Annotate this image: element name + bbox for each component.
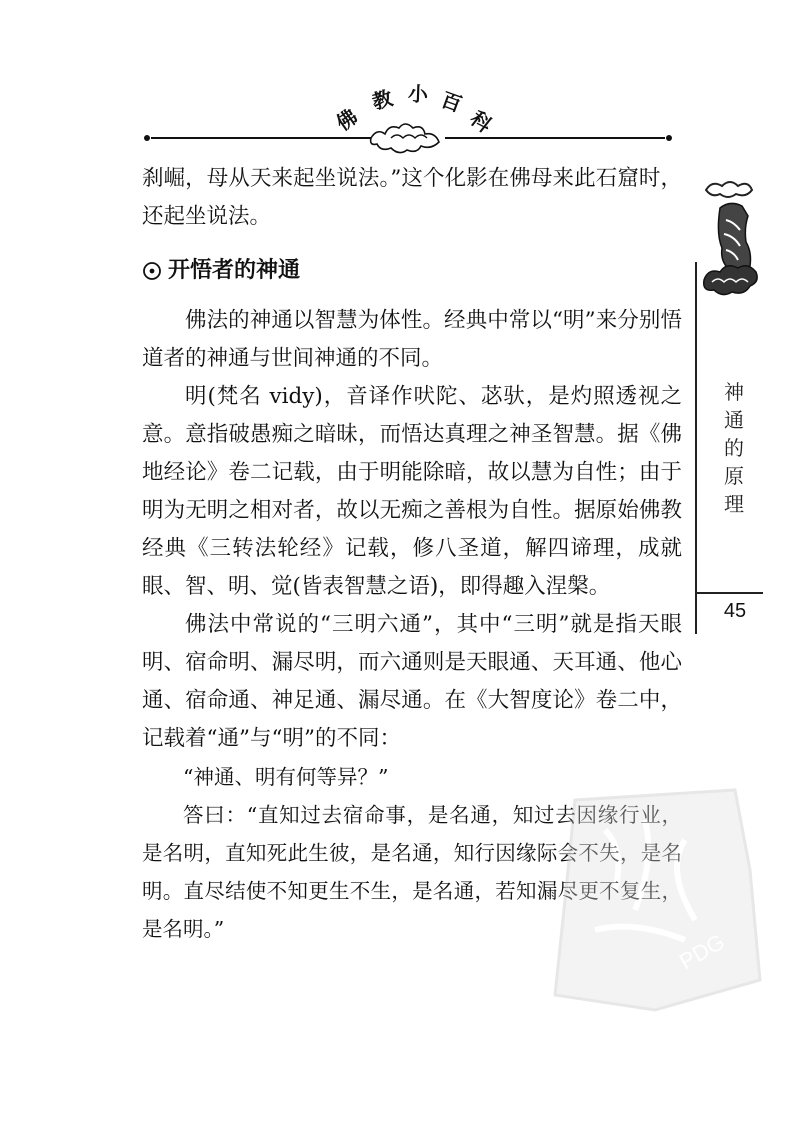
page-number: 45 (723, 600, 747, 622)
header-char: 科 (465, 106, 497, 138)
side-divider-vertical-lower (695, 592, 697, 634)
section-heading-text: 开悟者的神通 (168, 258, 301, 283)
side-title-char: 通 (724, 408, 744, 432)
header-char: 小 (407, 81, 429, 107)
paragraph: 明(梵名 vidy)，音译作吠陀、苾驮，是灼照透视之意。意指破愚痴之暗昧，而悟达真理之神圣智慧。据《佛地经论》卷二记载，由于明能除暗，故以慧为自性；由于明为无明之相对者，故以无痴之善根为自性。据原始佛教经典《三转法轮经》记载，修八圣道，解四谛理，成就眼、智、明、觉(皆表智慧之语)，即得趣入涅槃。 (142, 384, 682, 599)
paragraph: 刹崛，母从天来起坐说法。”这个化影在佛母来此石窟时，还起坐说法。 (142, 166, 682, 229)
side-title-char: 原 (724, 464, 744, 488)
quote-paragraph: 答曰：“直知过去宿命事，是名通，知过去因缘行业，是名明，直知死此生彼，是名通，知行因缘际会不失，是名明。直尽结使不知更生不生，是名通，若知漏尽更不复生，是名明。” (142, 803, 682, 941)
side-title-char: 神 (724, 380, 744, 404)
header-char: 教 (369, 85, 396, 115)
circled-dot-icon (142, 261, 162, 281)
watermark-seal-icon (535, 780, 765, 1015)
side-title-char: 的 (724, 436, 744, 460)
side-chapter-title (722, 378, 746, 518)
side-title-char: 理 (724, 492, 744, 516)
paragraph: 佛法中常说的“三明六通”，其中“三明”就是指天眼明、宿命明、漏尽明，而六通则是天眼通、天耳通、他心通、宿命通、神足通、漏尽通。在《大智度论》卷二中，记载着“通”与“明”的不同： (142, 612, 682, 751)
watermark-text: PDG (675, 928, 729, 975)
section-heading (142, 252, 682, 290)
header-char: 佛 (331, 104, 362, 136)
side-ornament-icon (700, 168, 762, 308)
side-divider-vertical (695, 262, 697, 592)
header-rule-ornament (143, 122, 673, 154)
paragraph: 佛法的神通以智慧为体性。经典中常以“明”来分别悟道者的神通与世间神通的不同。 (142, 308, 682, 371)
quote-paragraph: “神通、明有何等异？” (183, 765, 389, 789)
side-divider-horizontal (695, 592, 763, 594)
header-char: 百 (437, 87, 465, 117)
